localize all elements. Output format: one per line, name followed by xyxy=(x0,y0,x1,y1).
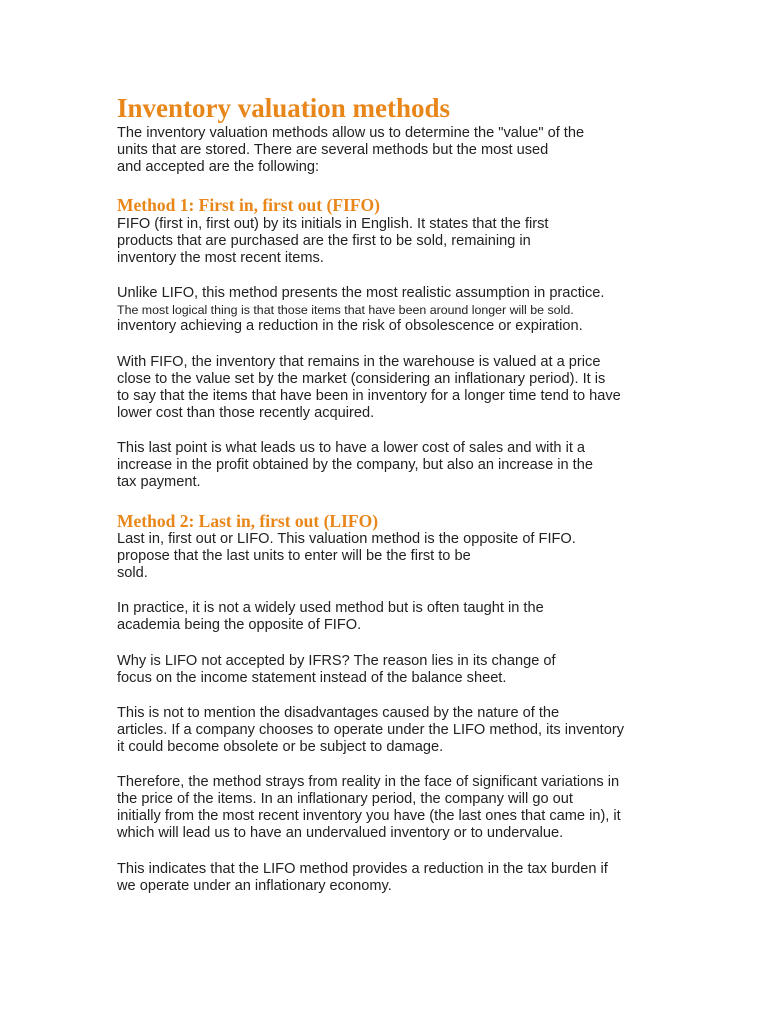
paragraph-line: lower cost than those recently acquired. xyxy=(117,405,375,421)
paragraph-line: This indicates that the LIFO method provides a reduction in the tax burden if xyxy=(117,861,608,877)
paragraph-line: academia being the opposite of FIFO. xyxy=(117,617,362,633)
paragraph-line: This last point is what leads us to have a lower cost of sales and with it a xyxy=(117,440,586,456)
paragraph-line: the price of the items. In an inflationary period, the company will go out xyxy=(117,791,573,807)
paragraph-line: articles. If a company chooses to operate under the LIFO method, its inventory xyxy=(117,722,624,738)
paragraph-line: Therefore, the method strays from reality in the face of significant variations in xyxy=(117,774,620,790)
paragraph-line: This is not to mention the disadvantages caused by the nature of the xyxy=(117,705,560,721)
paragraph-line: Unlike LIFO, this method presents the most realistic assumption in practice. xyxy=(117,285,605,301)
paragraph-line: we operate under an inflationary economy. xyxy=(117,878,392,894)
method1-heading: Method 1: First in, first out (FIFO) xyxy=(117,195,380,215)
paragraph-line: inventory achieving a reduction in the risk of obsolescence or expiration. xyxy=(117,318,583,334)
intro-line: The inventory valuation methods allow us to determine the "value" of the xyxy=(117,125,585,141)
paragraph-line: tax payment. xyxy=(117,474,201,490)
method2-heading: Method 2: Last in, first out (LIFO) xyxy=(117,511,379,531)
paragraph-line: In practice, it is not a widely used method but is often taught in the xyxy=(117,600,544,616)
paragraph-line: FIFO (first in, first out) by its initials in English. It states that the first xyxy=(117,216,549,232)
paragraph-line: close to the value set by the market (considering an inflationary period). It is xyxy=(117,371,606,387)
paragraph-line: The most logical thing is that those items that have been around longer will be sold. xyxy=(117,303,574,317)
document-title: Inventory valuation methods xyxy=(117,93,451,123)
paragraph-line: products that are purchased are the first to be sold, remaining in xyxy=(117,233,531,249)
paragraph-line: inventory the most recent items. xyxy=(117,250,324,266)
paragraph-line: With FIFO, the inventory that remains in the warehouse is valued at a price xyxy=(117,354,601,370)
paragraph-line: propose that the last units to enter will be the first to be xyxy=(117,548,471,564)
paragraph-line: sold. xyxy=(117,565,148,581)
paragraph-line: Why is LIFO not accepted by IFRS? The reason lies in its change of xyxy=(117,653,556,669)
paragraph-line: increase in the profit obtained by the company, but also an increase in the xyxy=(117,457,593,473)
paragraph-line: to say that the items that have been in inventory for a longer time tend to have xyxy=(117,388,621,404)
paragraph-line: Last in, first out or LIFO. This valuation method is the opposite of FIFO. xyxy=(117,531,576,547)
intro-line: units that are stored. There are several methods but the most used xyxy=(117,142,549,158)
paragraph-line: initially from the most recent inventory you have (the last ones that came in), it xyxy=(117,808,621,824)
intro-line: and accepted are the following: xyxy=(117,159,320,175)
paragraph-line: which will lead us to have an undervalued inventory or to undervalue. xyxy=(117,825,564,841)
paragraph-line: it could become obsolete or be subject to damage. xyxy=(117,739,444,755)
paragraph-line: focus on the income statement instead of the balance sheet. xyxy=(117,670,507,686)
